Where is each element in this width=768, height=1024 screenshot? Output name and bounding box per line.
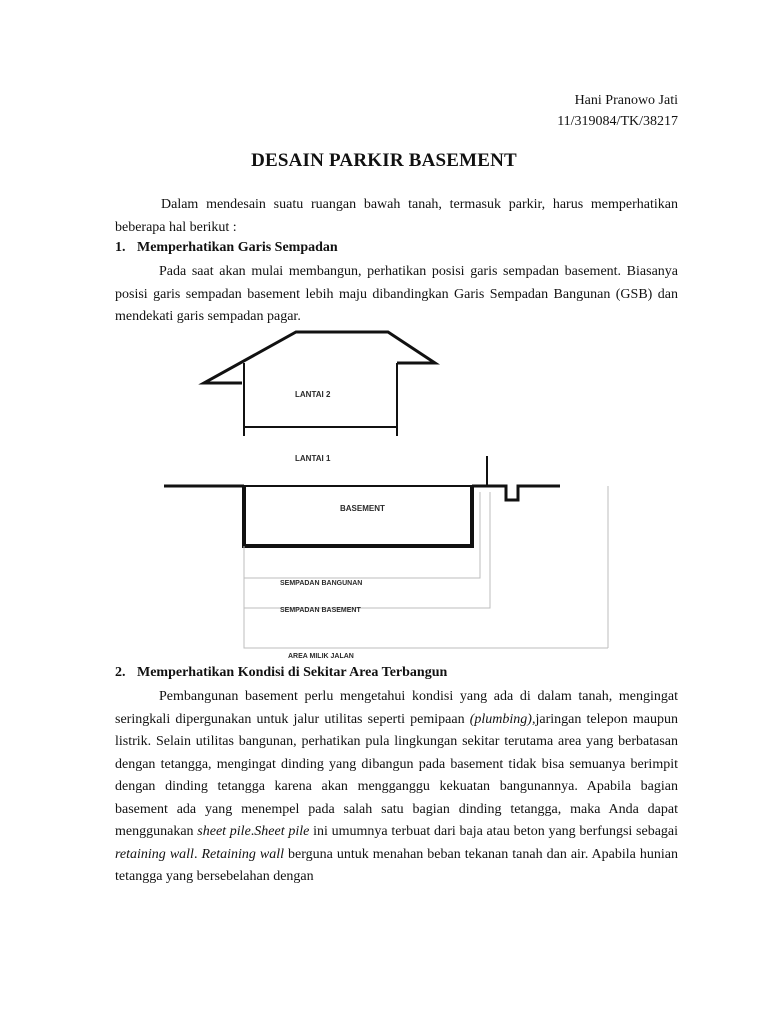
section-2-text-e: . [193,846,202,862]
section-2-heading [115,665,447,681]
author-name: Hani Pranowo Jati [574,93,678,108]
document-title: DESAIN PARKIR BASEMENT [251,150,517,171]
setback-diagram [160,326,620,662]
basement-walls [244,486,472,546]
section-2-text-f: berguna untuk menahan beban tekanan tanah dan air. Apabila hunian tetangga yang bersebelahan dengan [115,846,678,884]
label-lantai-2: LANTAI 2 [295,390,331,399]
term-sheet-pile-1: sheet pile [197,824,251,839]
section-1-paragraph: Pada saat akan mulai membangun, perhatikan posisi garis sempadan basement. Biasanya posisi garis sempadan basement lebih maju dibandingkan Garis Sempadan Bangunan (GSB) dan mendekati garis sempadan pagar. [115,264,678,324]
label-basement: BASEMENT [340,504,385,513]
house-roof [204,332,435,383]
label-sempadan-bangunan: SEMPADAN BANGUNAN [280,580,363,587]
label-area-milik-jalan: AREA MILIK JALAN [288,653,354,660]
term-retaining-wall-1: retaining wall [115,846,194,862]
section-2-text-b: ,jaringan telepon maupun listrik. Selain utilitas bangunan, perhatikan pula lingkungan sekitar terutama area yang berbatasan dengan tetangga, mengingat dinding yang dibangun pada basement tidak bisa semuanya berimpit dengan dinding tetangga karena akan mengganggu kekuatan bangunannya. Apabila bagian basement ada yang menempel pada salah satu bagian dinding tetangga, maka Anda dapat menggunakan [115,711,678,839]
author-id: 11/319084/TK/38217 [557,114,678,129]
section-2-number: 2. [115,665,126,680]
section-2-text-d: ini umumnya terbuat dari baja atau beton yang berfungsi sebagai [309,824,679,839]
section-1-number: 1. [115,240,126,255]
section-2-text-a: Pembangunan basement perlu mengetahui kondisi yang ada di dalam tanah, mengingat seringkali dipergunakan untuk jalur utilitas seperti pemipaan [115,689,678,727]
term-sheet-pile-2: Sheet pile [254,824,310,839]
intro-paragraph: Dalam mendesain suatu ruangan bawah tanah, termasuk parkir, harus memperhatikan beberapa hal berikut : [115,197,678,235]
section-1-heading-text: Memperhatikan Garis Sempadan [137,240,338,255]
section-1-heading [115,240,338,256]
drain-channel [502,486,522,500]
term-retaining-wall-2: Retaining wall [201,846,285,862]
author-block [557,90,678,132]
setback-diagram-svg [160,326,620,662]
label-sempadan-basement: SEMPADAN BASEMENT [280,607,361,614]
term-plumbing: (plumbing) [469,711,532,727]
area-milik-jalan-guide [244,608,608,648]
section-2-heading-text: Memperhatikan Kondisi di Sekitar Area Terbangun [137,665,448,680]
label-lantai-1: LANTAI 1 [295,454,331,463]
section-2-text-c: . [250,824,255,839]
section-2-paragraph [115,686,678,889]
